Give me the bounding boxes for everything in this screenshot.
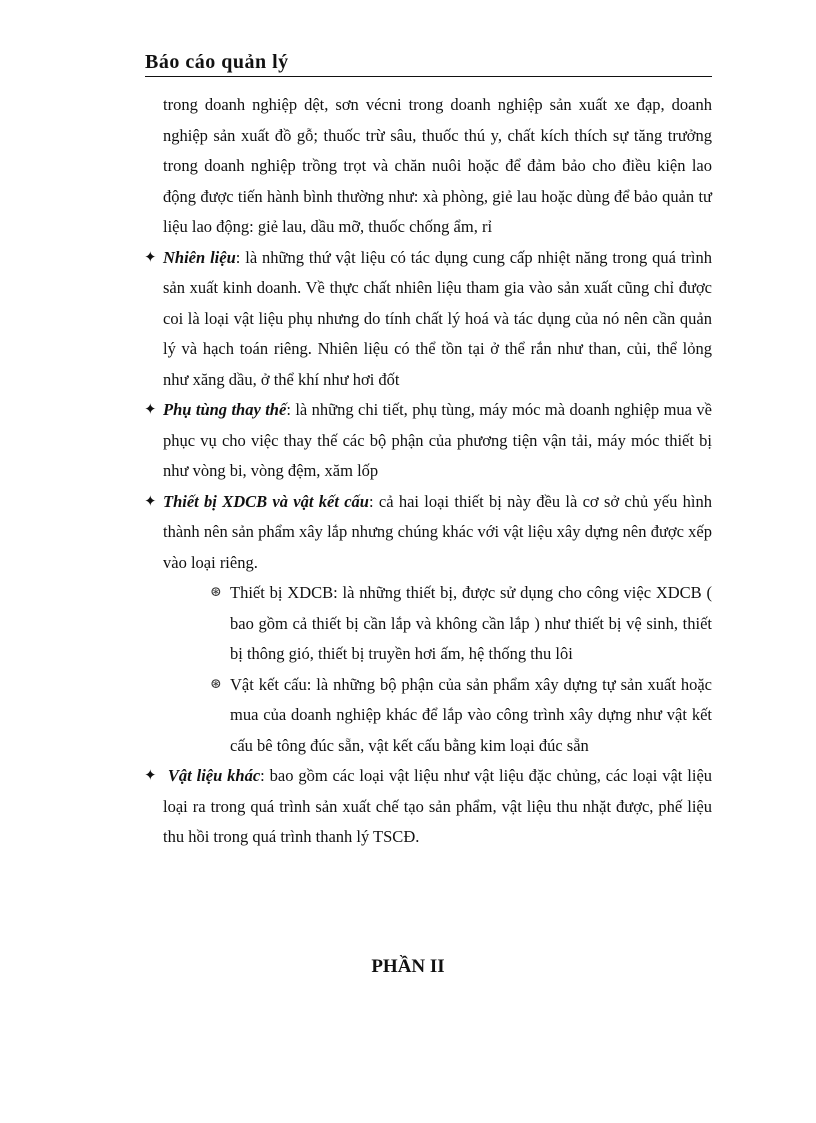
- term-description: : là những chi tiết, phụ tùng, máy móc mà doanh nghiệp mua về phục vụ cho việc thay thế các bộ phận của phương tiện vận tải, máy móc thiết bị như vòng bi, vòng đệm, xăm lốp: [163, 400, 712, 480]
- list-item-nhien-lieu: [145, 243, 712, 396]
- sub-item-text: Vật kết cấu: là những bộ phận của sản phẩm xây dựng tự sản xuất hoặc mua của doanh nghiệp khác để lắp vào công trình xây dựng như vật kết cấu bê tông đúc sẵn, vật kết cấu bằng kim loại đúc sẵn: [230, 674, 712, 755]
- list-item-vat-lieu-khac: [145, 761, 712, 853]
- document-body: [145, 90, 712, 853]
- term-label: Thiết bị XDCB và vật kết cấu: [163, 491, 369, 511]
- sub-item-text: Thiết bị XDCB: là những thiết bị, được sử dụng cho công việc XDCB ( bao gồm cả thiết bị cần lắp và không cần lắp ) như thiết bị vệ sinh, thiết bị thông gió, thiết bị truyền hơi ấm, hệ thống thu lôi: [230, 583, 712, 663]
- term-label: Nhiên liệu: [163, 247, 236, 267]
- term-description: : cả hai loại thiết bị này đều là cơ sở chủ yếu hình thành nên sản phẩm xây lắp nhưng chúng khác với vật liệu xây dựng nên được xếp vào loại riêng.: [163, 491, 712, 572]
- term-description: : bao gồm các loại vật liệu như vật liệu đặc chủng, các loại vật liệu loại ra trong quá trình sản xuất chế tạo sản phẩm, vật liệu thu nhặt được, phế liệu thu hồi trong quá trình thanh lý TSCĐ.: [163, 766, 713, 846]
- circled-asterisk-icon: ⊛: [210, 676, 222, 692]
- four-point-star-icon: ✦: [144, 768, 157, 784]
- four-point-star-icon: ✦: [144, 402, 157, 418]
- intro-paragraph: trong doanh nghiệp dệt, sơn vécni trong doanh nghiệp sản xuất xe đạp, doanh nghiệp sản xuất đồ gỗ; thuốc trừ sâu, thuốc thú y, chất kích thích sự tăng trưởng trong doanh nghiệp trồng trọt và chăn nuôi hoặc để đảm bảo cho điều kiện lao động được tiến hành bình thường như: xà phòng, giẻ lau hoặc dùng để bảo quản tư liệu lao động: giẻ lau, dầu mỡ, thuốc chống ẩm, rỉ: [163, 95, 712, 236]
- page-header: [145, 49, 712, 75]
- circled-asterisk-icon: ⊛: [210, 585, 222, 600]
- four-point-star-icon: ✦: [144, 493, 157, 510]
- header-rule: [145, 76, 712, 77]
- sub-list-item-vat-ket-cau: [145, 670, 712, 762]
- list-item-thiet-bi-xdcb: [145, 487, 712, 579]
- four-point-star-icon: ✦: [144, 249, 157, 266]
- section-heading: PHẦN II: [371, 956, 445, 977]
- sub-list-item-thiet-bi: [145, 578, 712, 670]
- list-item-phu-tung: [145, 395, 712, 487]
- term-label: Vật liệu khác: [167, 766, 261, 785]
- header-title: Báo cáo quản lý: [145, 51, 289, 73]
- term-label: Phụ tùng thay thế: [163, 400, 287, 419]
- term-description: : là những thứ vật liệu có tác dụng cung cấp nhiệt năng trong quá trình sản xuất kinh doanh. Về thực chất nhiên liệu tham gia vào sản xuất cũng chỉ được coi là loại vật liệu phụ nhưng do tính chất lý hoá và tác dụng của nó nên cần quản lý và hạch toán riêng. Nhiên liệu có thể tồn tại ở thể rắn như than, củi, thể lỏng như xăng dầu, ở thể khí như hơi đốt: [163, 247, 712, 389]
